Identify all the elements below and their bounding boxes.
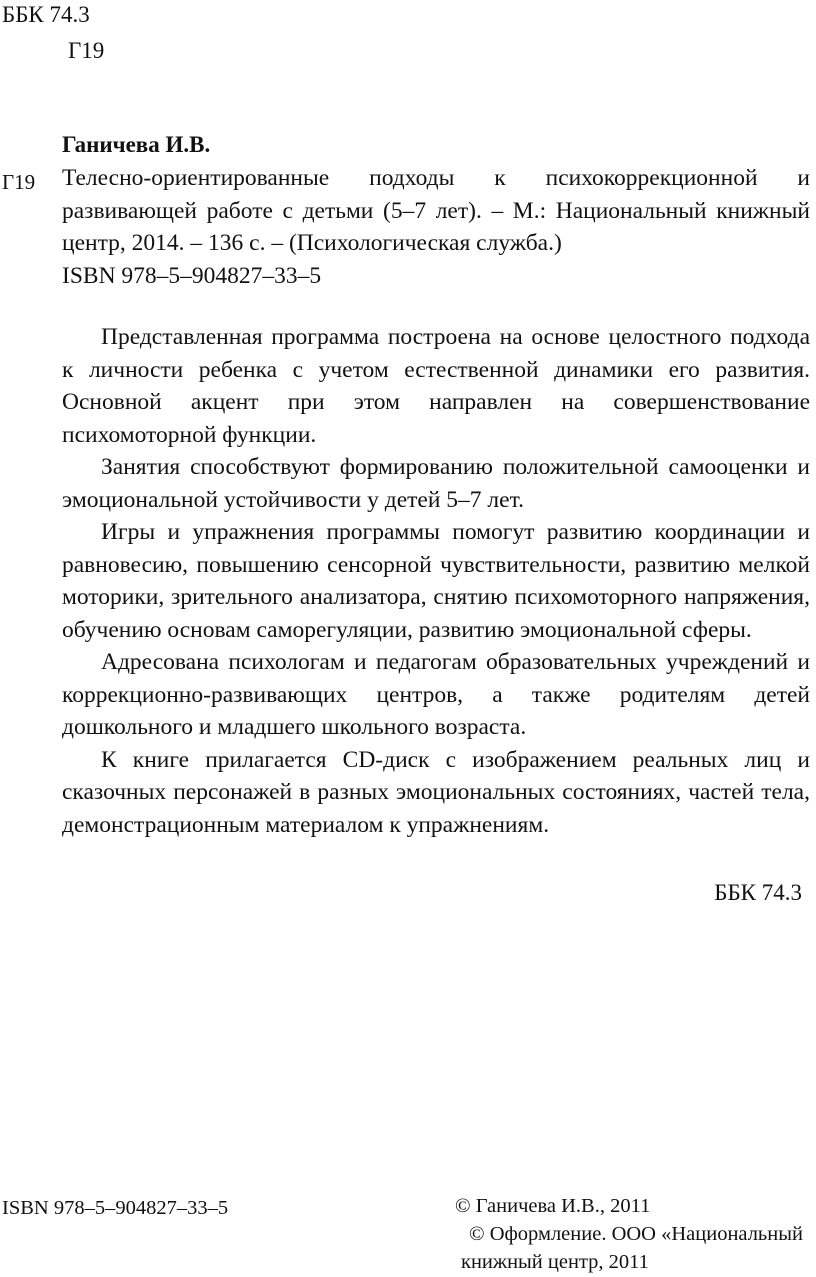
copyright-block (455, 1192, 815, 1276)
abstract (62, 321, 810, 841)
isbn-footer: ISBN 978–5–904827–33–5 (2, 1197, 229, 1219)
author-code-side: Г19 (2, 170, 36, 194)
author-code-top: Г19 (68, 38, 105, 63)
copyright-author: © Ганичева И.В., 2011 (455, 1195, 651, 1217)
copyright-design-line2: книжный центр, 2011 (461, 1251, 649, 1273)
book-isbn: ISBN 978–5–904827–33–5 (62, 262, 322, 289)
abstract-paragraph-4: Адресована психологам и педагогам образовательных учреждений и коррекционно-развивающих центров, а также родителям детей дошкольного и младшего школьного возраста. (62, 649, 810, 740)
abstract-paragraph-5: К книге прилагается CD-диск с изображением реальных лиц и сказочных персонажей в разных эмоциональных состояниях, частей тела, демонстрационным материалом к упражнениям. (62, 746, 810, 838)
book-description: Телесно-ориентированные подходы к психокоррекционной и развивающей работе с детьми (5–7 лет). – М.: Национальный книжный центр, 2014. – 136 с. – (Психологическая служба.) (62, 165, 810, 256)
bbk-code-bottom: ББК 74.3 (714, 880, 802, 905)
abstract-paragraph-1: Представленная программа построена на основе целостного подхода к личности ребенка с учетом естественной динамики его развития. Основной акцент при этом направлен на совершенствование психомоторной функции. (62, 324, 810, 448)
bibliographic-description (62, 162, 810, 292)
author-name: Ганичева И.В. (62, 132, 211, 157)
bbk-code-top: ББК 74.3 (2, 2, 90, 27)
abstract-paragraph-2: Занятия способствуют формированию положительной самооценки и эмоциональной устойчивости у детей 5–7 лет. (62, 454, 810, 513)
abstract-paragraph-3: Игры и упражнения программы помогут развитию координации и равновесию, повышению сенсорной чувствительности, развитию мелкой моторики, зрительного анализатора, снятию психомоторного напряжения, обучению основам саморегуляции, развитию эмоциональной сферы. (62, 519, 810, 643)
copyright-design-line1: © Оформление. ООО «Национальный (469, 1223, 803, 1245)
